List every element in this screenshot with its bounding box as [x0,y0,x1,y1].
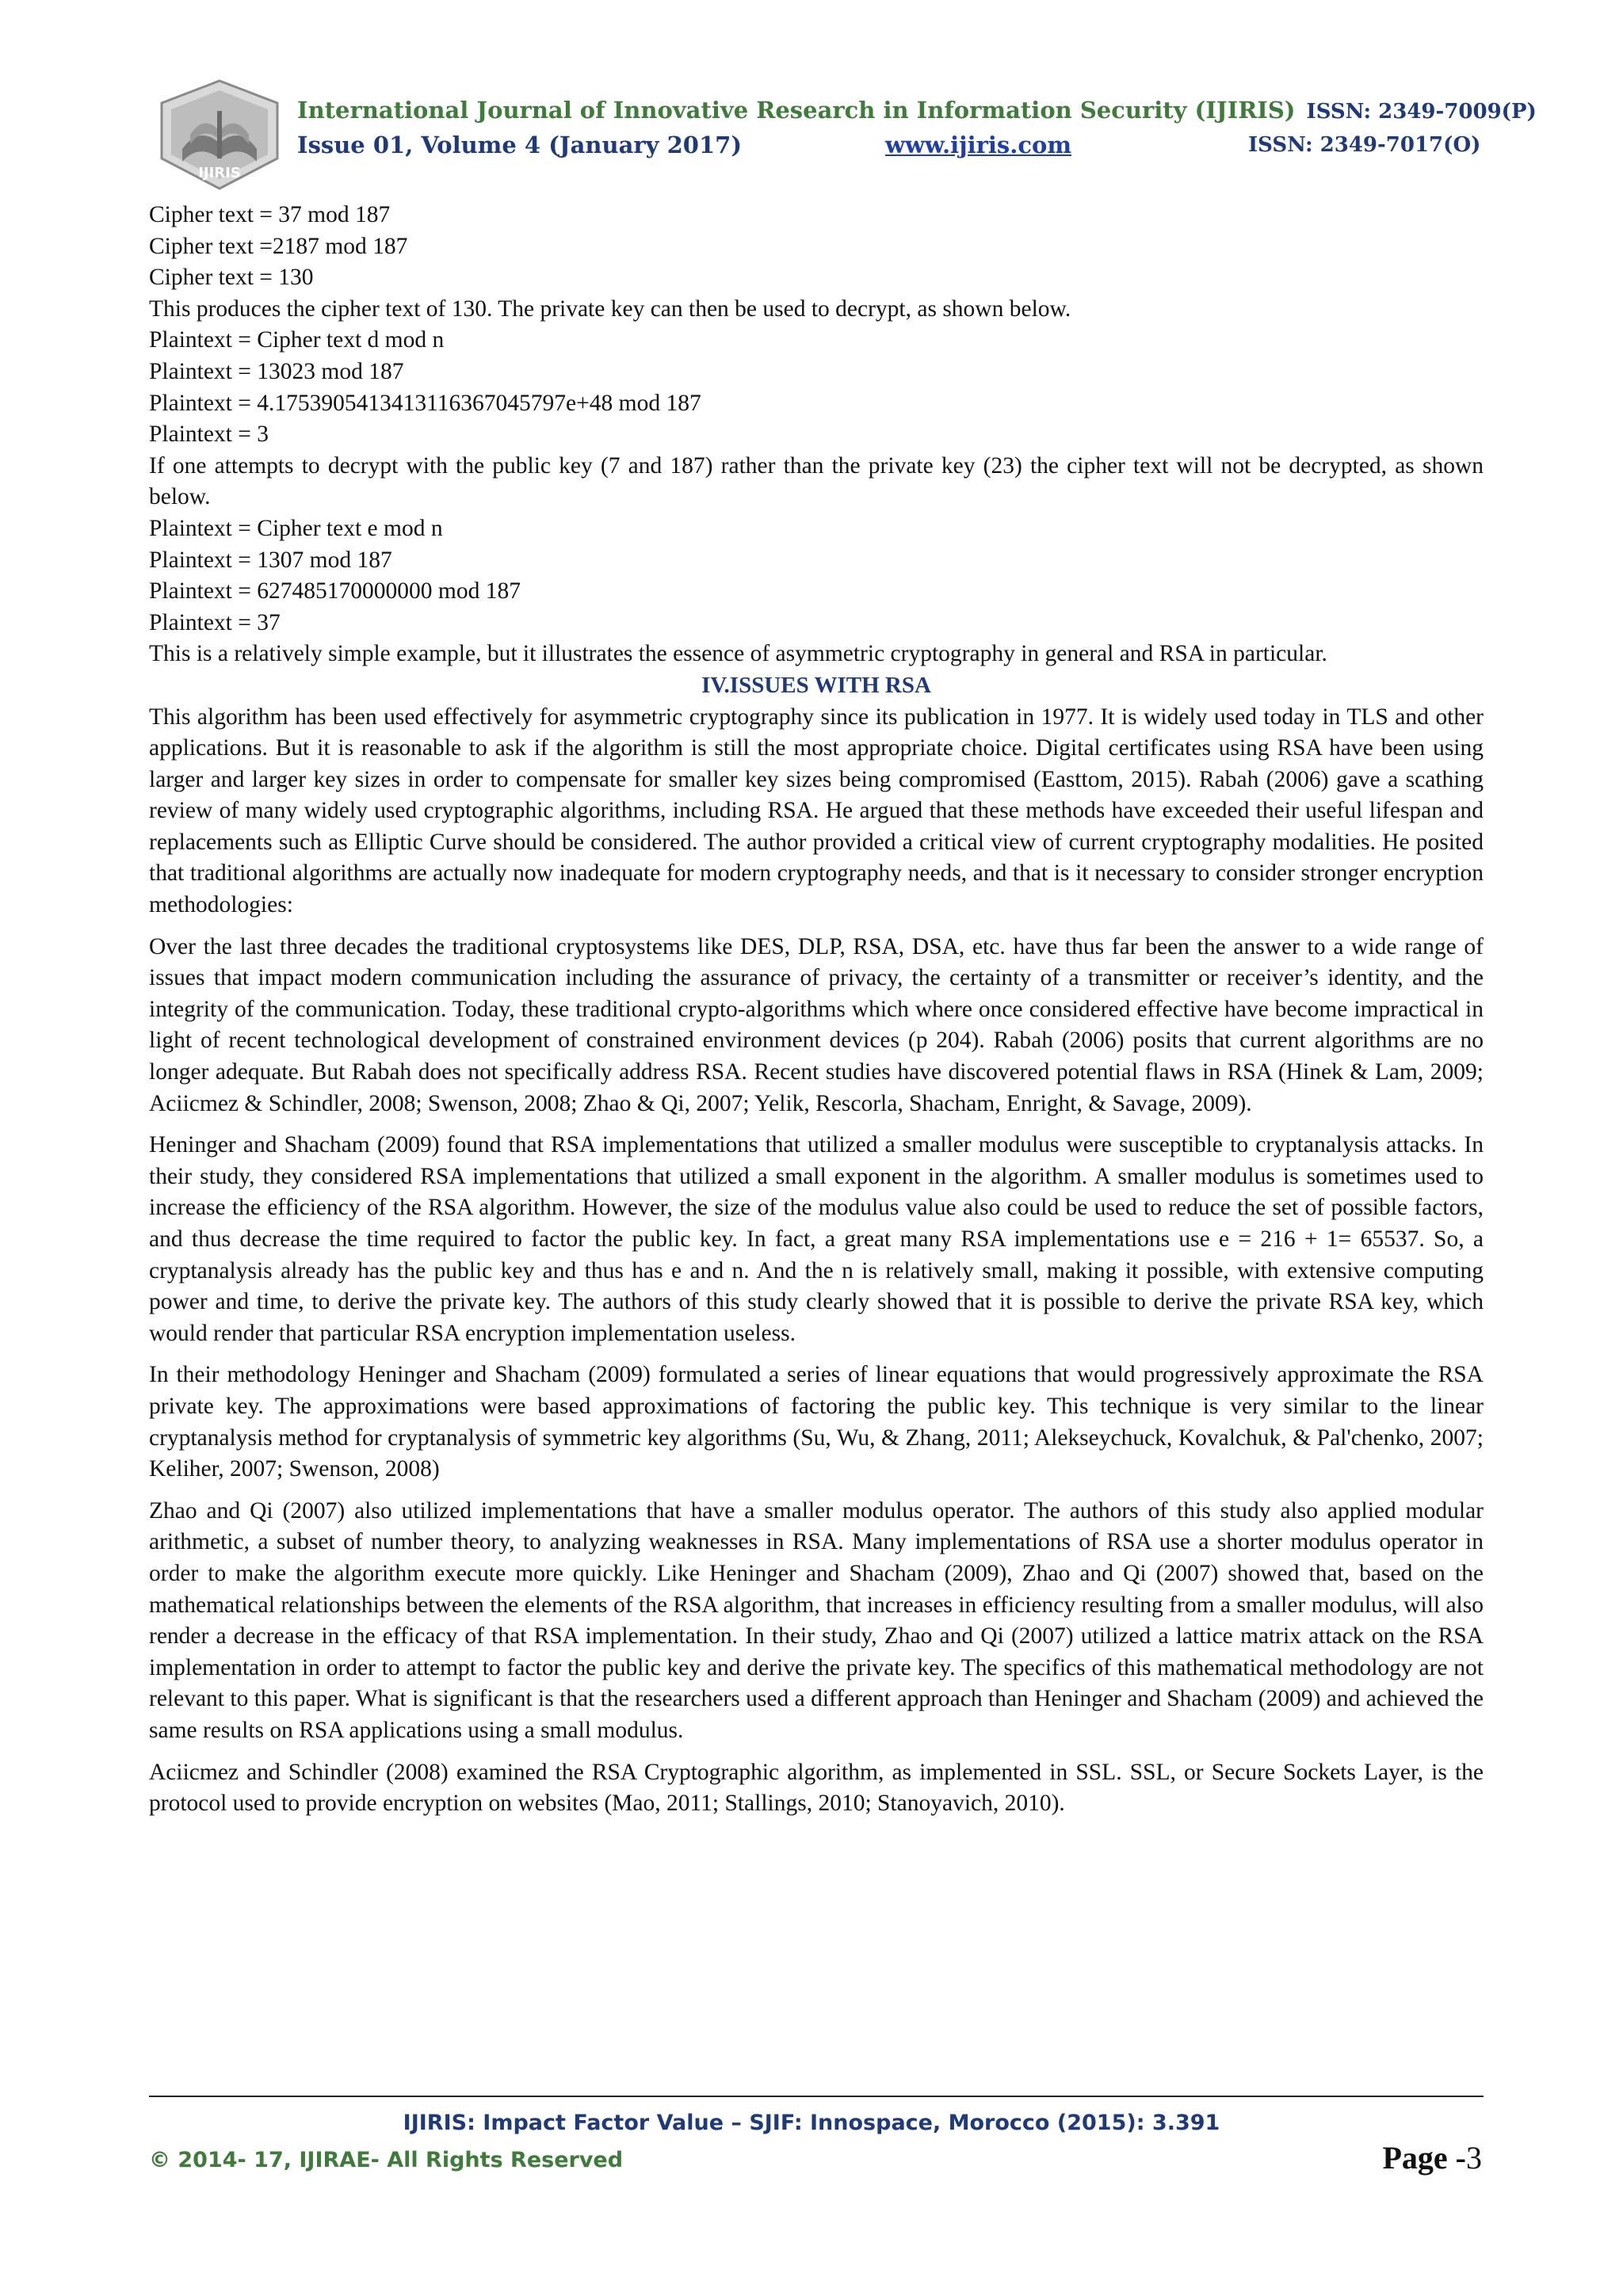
equation-line: Plaintext = 37 [149,609,281,635]
paragraph-1: This algorithm has been used effectively for asymmetric cryptography since its publication in 1977. It is widely used today in TLS and other applications. But it is reasonable to ask if the algorithm is still the most appropriate choice. Digital certificates using RSA have been using larger and larger key sizes in order to compensate for smaller key sizes being compromised (Easttom, 2015). Rabah (2006) gave a scathing review of many widely used cryptographic algorithms, including RSA. He argued that these methods have exceeded their useful lifespan and replacements such as Elliptic Curve should be considered. The author provided a critical view of current cryptography modalities. He posited that traditional algorithms are actually now inadequate for modern cryptography needs, and that is it necessary to consider stronger encryption methodologies: [149,704,1484,918]
equation-line: Cipher text = 37 mod 187 [149,202,391,227]
equation-line: Plaintext = 3 [149,421,269,448]
paragraph-public-key: If one attempts to decrypt with the public key (7 and 187) rather than the private key (23) the cipher text will not be decrypted, as shown below. [149,452,1484,510]
journal-logo [158,79,281,190]
equation-line: Cipher text =2187 mod 187 [149,233,408,259]
paragraph-3: Heninger and Shacham (2009) found that RSA implementations that utilized a smaller modulus were susceptible to cryptanalysis attacks. In their study, they considered RSA implementations that utilized a small exponent in the algorithm. A smaller modulus is sometimes used to increase the efficiency of the RSA algorithm. However, the size of the modulus value also could be used to reduce the set of possible factors, and thus decrease the time required to factor the public key. In fact, a great many RSA implementations use e = 216 + 1= 65537. So, a cryptanalysis already has the public key and thus has e and n. And the n is relatively small, making it possible, with extensive computing power and time, to derive the private key. The authors of this study clearly showed that it is possible to derive the private RSA key, which would render that particular RSA encryption implementation useless. [149,1132,1484,1346]
page-number [1382,2139,1482,2176]
footer-divider [149,2096,1484,2097]
equation-line: Plaintext = Cipher text d mod n [149,327,445,353]
issn-online: ISSN: 2349-7017(O) [1248,133,1481,157]
paragraph-2-quote: Over the last three decades the traditional cryptosystems like DES, DLP, RSA, DSA, etc. have thus far been the answer to a wide range of issues that impact modern communication including the assurance of privacy, the certainty of a transmitter or receiver’s identity, and the integrity of the communication. Today, these traditional crypto-algorithms which where once considered effective have become impractical in light of recent technological development of constrained environment devices (p 204). Rabah (2006) posits that current algorithms are no longer adequate. But Rabah does not specifically address RSA. Recent studies have discovered potential flaws in RSA (Hinek & Lam, 2009; Aciicmez & Schindler, 2008; Swenson, 2008; Zhao & Qi, 2007; Yelik, Rescorla, Shacham, Enright, & Savage, 2009). [149,933,1484,1116]
copyright: © 2014- 17, IJIRAE- All Rights Reserved [149,2148,624,2172]
issue-info: Issue 01, Volume 4 (January 2017) [297,132,743,158]
header-line-1 [297,97,1537,124]
website-link[interactable]: www.ijiris.com [885,132,1072,158]
equation-line: Plaintext = 4.1753905413413116367045797e+48 mod 187 [149,390,701,416]
cipher-equations [149,200,1484,294]
equation-line: Plaintext = 1307 mod 187 [149,547,392,573]
paragraph-4: In their methodology Heninger and Shacham (2009) formulated a series of linear equations that would progressively approximate the RSA private key. The approximations were based approximations of factoring the public key. This technique is very similar to the linear cryptanalysis method for cryptanalysis of symmetric key algorithms (Su, Wu, & Zhang, 2011; Alekseychuck, Kovalchuk, & Pal'chenko, 2007; Keliher, 2007; Swenson, 2008) [149,1362,1484,1482]
issn-print: ISSN: 2349-7009(P) [1306,100,1537,124]
public-key-equations [149,513,1484,639]
paragraph-5: Zhao and Qi (2007) also utilized implementations that have a smaller modulus operator. The authors of this study also applied modular arithmetic, a subset of number theory, to analyzing weaknesses in RSA. Many implementations of RSA use a shorter modulus operator in order to make the algorithm execute more quickly. Like Heninger and Shacham (2009), Zhao and Qi (2007) showed that, based on the mathematical relationships between the elements of the RSA algorithm, that increases in efficiency resulting from a smaller modulus, will also render a decrease in the efficacy of that RSA implementation. In their study, Zhao and Qi (2007) utilized a lattice matrix attack on the RSA implementation in order to attempt to factor the public key and derive the private key. The specifics of this mathematical methodology are not relevant to this paper. What is significant is that the researchers used a different approach than Heninger and Shacham (2009) and achieved the same results on RSA applications using a small modulus. [149,1497,1484,1743]
decrypt-equations [149,325,1484,450]
section-heading: IV.ISSUES WITH RSA [701,672,931,698]
paragraph-cipher-result: This produces the cipher text of 130. The private key can then be used to decrypt, as shown below. [149,296,1071,322]
equation-line: Plaintext = 627485170000000 mod 187 [149,578,521,605]
paragraph-example: This is a relatively simple example, but it illustrates the essence of asymmetric cryptography in general and RSA in particular. [149,641,1327,667]
page-label: Page - [1382,2140,1466,2176]
impact-factor: IJIRIS: Impact Factor Value – SJIF: Innospace, Morocco (2015): 3.391 [403,2111,1220,2135]
page-number-value: 3 [1466,2140,1482,2176]
header-line-2 [297,132,1518,158]
journal-title: International Journal of Innovative Research in Information Security (IJIRIS) [297,97,1296,124]
equation-line: Plaintext = Cipher text e mod n [149,515,443,541]
page-header [158,79,1537,181]
paragraph-6: Aciicmez and Schindler (2008) examined the RSA Cryptographic algorithm, as implemented in SSL. SSL, or Secure Sockets Layer, is the protocol used to provide encryption on websites (Mao, 2011; Stallings, 2010; Stanoyavich, 2010). [149,1759,1484,1817]
article-body [149,200,1484,1820]
logo-text: IJIRIS [198,165,241,181]
equation-line: Plaintext = 13023 mod 187 [149,358,404,384]
equation-line: Cipher text = 130 [149,265,314,291]
